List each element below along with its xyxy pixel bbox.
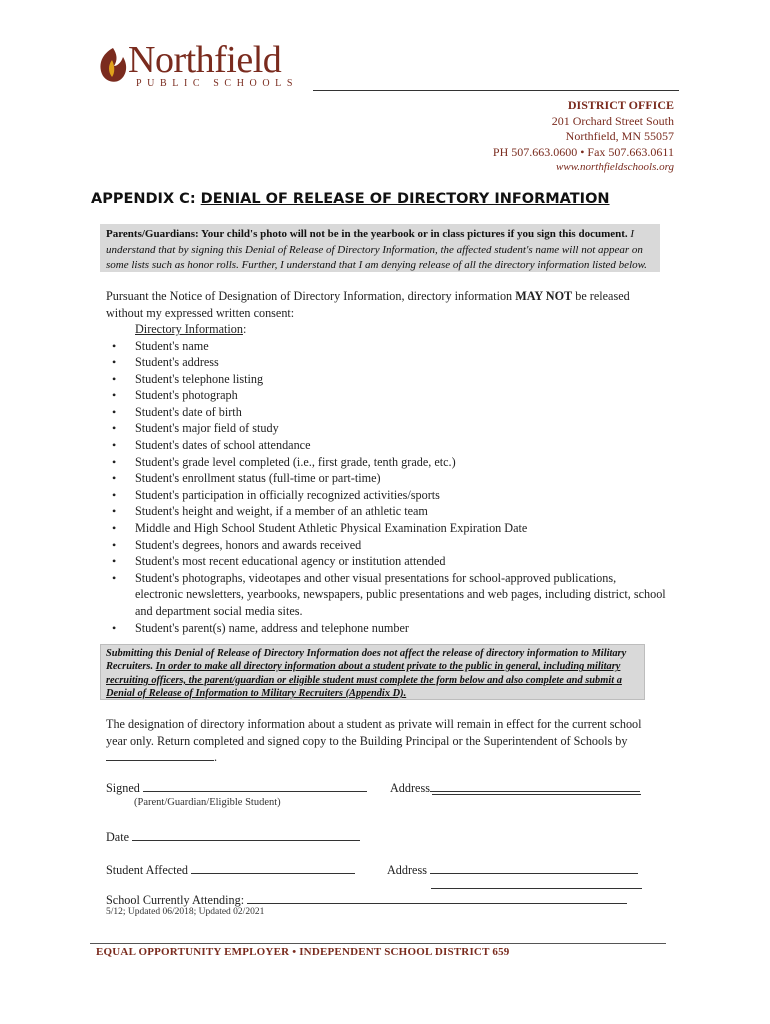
student-affected-label: Student Affected	[106, 863, 189, 877]
document-title	[91, 191, 610, 207]
address-field-line2[interactable]	[432, 794, 641, 795]
list-item: • Student's degrees, honors and awards received	[106, 537, 666, 554]
closing-text: The designation of directory information about a student as private will remain in effect for the current school year only. Return completed and signed copy to the Building Principal or the Superintendent of Schools by	[106, 717, 642, 748]
logo-subtitle: PUBLIC SCHOOLS	[136, 78, 299, 89]
signed-row	[106, 780, 367, 796]
list-item: • Student's address	[106, 354, 666, 371]
student-address-label: Address	[387, 863, 427, 877]
notice-bold-text: Parents/Guardians: Your child's photo will not be in the yearbook or in class pictures if you sign this document.	[106, 228, 628, 240]
return-by-date-field[interactable]	[106, 749, 214, 761]
footer-text: EQUAL OPPORTUNITY EMPLOYER • INDEPENDENT SCHOOL DISTRICT 659	[96, 946, 510, 958]
revision-note: 5/12; Updated 06/2018; Updated 02/2021	[106, 907, 265, 917]
signed-caption: (Parent/Guardian/Eligible Student)	[134, 797, 281, 808]
office-website: www.northfieldschools.org	[556, 161, 674, 173]
header-rule	[313, 90, 679, 91]
list-item: • Student's enrollment status (full-time or part-time)	[106, 470, 666, 487]
intro-text-b: be released without my expressed written consent:	[106, 289, 630, 320]
list-item: • Student's date of birth	[106, 404, 666, 421]
list-item: • Middle and High School Student Athletic Physical Examination Expiration Date	[106, 520, 666, 537]
student-address-row	[387, 862, 638, 878]
directory-info-section	[106, 288, 666, 636]
parent-notice-box	[100, 224, 660, 272]
list-item: • Student's parent(s) name, address and telephone number	[106, 620, 666, 637]
list-item: • Student's telephone listing	[106, 371, 666, 388]
directory-list	[106, 338, 666, 637]
military-underlined-text: In order to make all directory information about a student private to the public in general, including military recruiting officers, the parent/guardian or eligible student must complete the form below and also complete and submit a Denial of Release of Information to Military Recruiters (Appendix D).	[106, 661, 622, 700]
flame-leaf-icon	[96, 46, 130, 84]
address-label: Address	[390, 781, 430, 795]
list-heading-suffix: :	[242, 322, 247, 336]
title-prefix: APPENDIX C:	[91, 191, 201, 207]
date-label: Date	[106, 830, 130, 844]
list-item: • Student's height and weight, if a member of an athletic team	[106, 503, 666, 520]
office-phone: PH 507.663.0600 • Fax 507.663.0611	[492, 144, 674, 159]
office-address-line2: Northfield, MN 55057	[565, 129, 674, 143]
logo-wordmark: Northfield	[128, 39, 282, 81]
date-field[interactable]	[132, 829, 360, 841]
student-row	[106, 862, 355, 878]
address-field[interactable]	[430, 780, 640, 792]
student-address-field-line2[interactable]	[431, 888, 642, 889]
school-row	[106, 892, 627, 908]
list-item: • Student's grade level completed (i.e., first grade, tenth grade, etc.)	[106, 454, 666, 471]
signed-label: Signed	[106, 781, 140, 795]
list-item: • Student's name	[106, 338, 666, 355]
list-item: • Student's participation in officially recognized activities/sports	[106, 487, 666, 504]
list-item: • Student's photograph	[106, 387, 666, 404]
title-main: DENIAL OF RELEASE OF DIRECTORY INFORMATION	[200, 191, 610, 207]
signature-field[interactable]	[143, 780, 367, 792]
list-item: • Student's most recent educational agency or institution attended	[106, 553, 666, 570]
office-title: DISTRICT OFFICE	[567, 98, 674, 112]
notice-italic-text: I understand that by signing this Denial of Release of Directory Information, the affected student's name will not appear on some lists such as honor rolls. Further, I understand that I am denying release of all the directory information listed below.	[106, 228, 647, 271]
student-affected-field[interactable]	[191, 862, 355, 874]
list-heading-text: Directory Information	[135, 322, 243, 336]
student-address-field[interactable]	[430, 862, 638, 874]
list-item: • Student's major field of study	[106, 420, 666, 437]
list-heading	[106, 321, 666, 338]
district-logo	[96, 39, 316, 96]
school-attending-field[interactable]	[247, 892, 627, 904]
intro-paragraph	[106, 288, 666, 321]
closing-end: .	[214, 750, 218, 764]
office-address-line1: 201 Orchard Street South	[551, 113, 674, 128]
school-attending-label: School Currently Attending:	[106, 893, 245, 907]
intro-text-a: Pursuant the Notice of Designation of Directory Information, directory information	[106, 289, 516, 303]
intro-text-bold: MAY NOT	[515, 289, 573, 303]
list-item: • Student's photographs, videotapes and other visual presentations for school-approved publications, electronic newsletters, yearbooks, newspapers, public presentations and web pages, including district, school and department social media sites.	[106, 570, 666, 620]
district-office-block	[493, 98, 674, 176]
closing-paragraph	[106, 716, 646, 766]
footer-rule	[90, 943, 666, 944]
list-item: • Student's dates of school attendance	[106, 437, 666, 454]
military-plain-text: Submitting this Denial of Release of Directory Information does not affect the release of directory information to Military Recruiters.	[106, 648, 627, 673]
date-row	[106, 829, 360, 845]
military-recruiters-box	[100, 644, 645, 700]
